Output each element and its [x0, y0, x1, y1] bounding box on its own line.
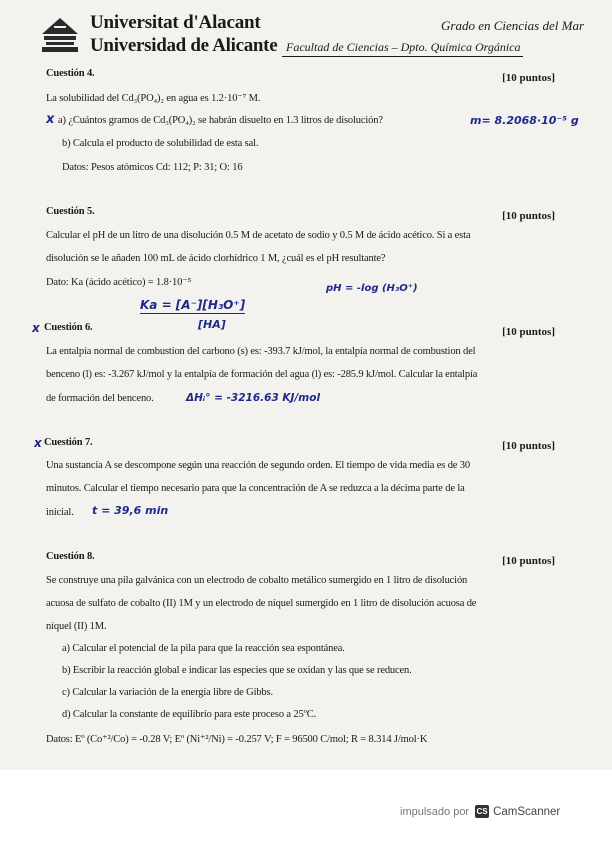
q8-points: [10 puntos]	[502, 555, 555, 567]
q7-line-1: Una sustancia A se descompone según una reacción de segundo orden. El tiempo de vida media es de 30	[46, 460, 470, 471]
watermark-prefix: impulsado por	[400, 805, 470, 818]
q4-title: Cuestión 4.	[46, 68, 95, 79]
camscanner-watermark	[400, 805, 560, 818]
q5-note-ph: pH = -log (H₃O⁺)	[326, 283, 418, 294]
watermark-brand: CamScanner	[493, 805, 561, 818]
q8-title: Cuestión 8.	[46, 551, 95, 562]
degree-title: Grado en Ciencias del Mar	[441, 18, 584, 33]
faculty-title: Facultad de Ciencias – Dpto. Química Orgánica	[282, 40, 523, 57]
university-name-ca: Universitat d'Alacant	[90, 12, 261, 33]
q8-line-2: acuosa de sulfato de cobalto (II) 1M y un electrodo de níquel sumergido en 1 litro de disolución acuosa de	[46, 598, 477, 609]
q8-a: a) Calcular el potencial de la pila para que la reacción sea espontánea.	[62, 643, 345, 654]
q6-line-2: benceno (l) es: -3.267 kJ/mol y la entalpía de formación del agua (l) es: -285.9 kJ/mol. Calcular la entalpía	[46, 369, 478, 380]
q5-note-ka-denominator: [HA]	[198, 318, 226, 331]
q4-a-mark: x	[46, 112, 55, 127]
q6-mark: x	[32, 321, 40, 335]
q5-title: Cuestión 5.	[46, 206, 95, 217]
q8-c: c) Calcular la variación de la energía libre de Gibbs.	[62, 687, 273, 698]
q7-title: Cuestión 7.	[44, 437, 93, 448]
q7-line-2: minutos. Calcular el tiempo necesario para que la concentración de A se reduzca a la décima parte de la	[46, 483, 465, 494]
q6-line-3: de formación del benceno.	[46, 393, 154, 404]
q5-line-2: disolución se le añaden 100 mL de ácido clorhídrico 1 M, ¿cuál es el pH resultante?	[46, 253, 386, 264]
q4-points: [10 puntos]	[502, 72, 555, 84]
q4-a-text: a) ¿Cuántos gramos de Cd₃(PO₄)₂ se habrán disuelto en 1.3 litros de disolución?	[58, 115, 383, 126]
q5-dato: Dato: Ka (ácido acético) = 1.8·10⁻⁵	[46, 277, 192, 288]
q8-d: d) Calcular la constante de equilibrio para este proceso a 25ºC.	[62, 709, 317, 720]
q5-note-ka-numerator: Ka = [A⁻][H₃O⁺]	[140, 298, 246, 312]
q8-b: b) Escribir la reacción global e indicar las especies que se oxidan y las que se reducen.	[62, 665, 412, 676]
q7-line-3: inicial.	[46, 507, 74, 518]
q6-line-1: La entalpía normal de combustion del carbono (s) es: -393.7 kJ/mol, la entalpía normal de combustion del	[46, 346, 476, 357]
camscanner-logo-icon: CS	[476, 807, 488, 816]
q8-datos: Datos: Eº (Co⁺²/Co) = -0.28 V; Eº (Ni⁺²/Ni) = -0.257 V; F = 96500 C/mol; R = 8.314 J/mol·K	[46, 734, 428, 745]
q7-points: [10 puntos]	[502, 440, 555, 452]
q8-line-1: Se construye una pila galvánica con un electrodo de cobalto metálico sumergido en 1 litro de disolución	[46, 575, 468, 586]
q6-points: [10 puntos]	[502, 326, 555, 338]
q6-title: Cuestión 6.	[44, 322, 93, 333]
q4-b-text: b) Calcula el producto de solubilidad de esta sal.	[62, 138, 259, 149]
q8-line-3: níquel (II) 1M.	[46, 621, 107, 632]
q5-points: [10 puntos]	[502, 210, 555, 222]
q5-line-1: Calcular el pH de un litro de una disolución 0.5 M de acetato de sodio y 0.5 M de ácido acético. Si a esta	[46, 230, 471, 241]
q4-intro: La solubilidad del Cd₃(PO₄)₂ en agua es 1.2·10⁻⁷ M.	[46, 93, 261, 104]
university-logo-icon	[40, 16, 80, 54]
q4-a-answer: m= 8.2068·10⁻⁵ g	[470, 114, 579, 127]
q6-answer: ΔHᵢ° = -3216.63 KJ/mol	[186, 392, 321, 404]
university-name-es: Universidad de Alicante	[90, 35, 278, 56]
q4-datos: Datos: Pesos atómicos Cd: 112; P: 31; O: 16	[62, 162, 243, 173]
q7-answer: t = 39,6 min	[92, 504, 169, 517]
q7-mark: x	[34, 436, 42, 450]
